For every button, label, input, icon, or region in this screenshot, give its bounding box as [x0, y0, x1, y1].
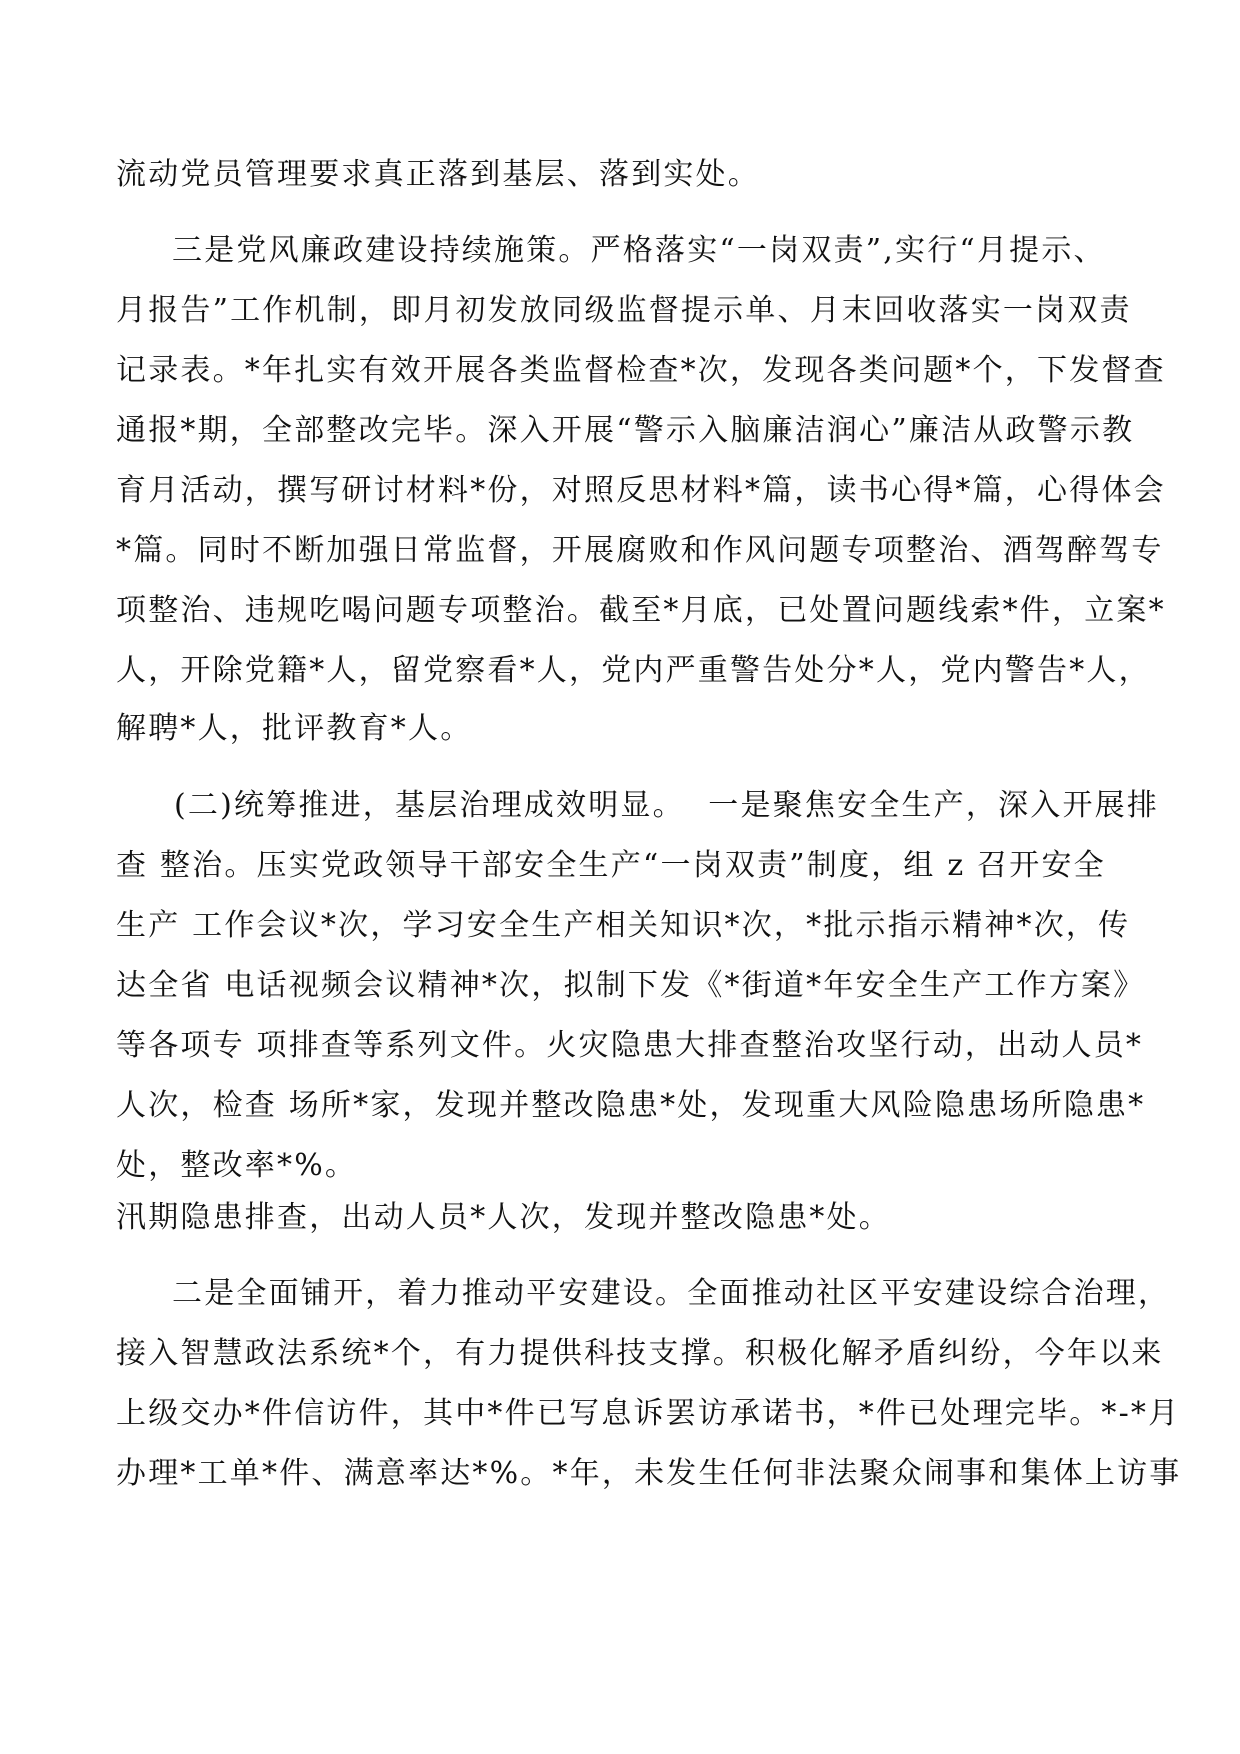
text-line-20: 接入智慧政法系统*个，有力提供科技支撑。积极化解矛盾纠纷，今年以来 — [116, 1336, 1164, 1371]
section-heading-line: (二)统筹推进，基层治理成效明显。 一是聚焦安全生产，深入开展排 — [174, 788, 1160, 823]
text-line-5: 通报*期，全部整改完毕。深入开展“警示入脑廉洁润心”廉洁从政警示教 — [116, 413, 1135, 448]
text-line-18: 汛期隐患排查，出动人员*人次，发现并整改隐患*处。 — [116, 1200, 891, 1235]
text-line-12: 查 整治。压实党政领导干部安全生产“一岗双责”制度，组 z 召开安全 — [116, 848, 1106, 883]
text-line-13: 生产 工作会议*次，学习安全生产相关知识*次，*批示指示精神*次，传 — [116, 908, 1131, 943]
text-line-16: 人次，检查 场所*家，发现并整改隐患*处，发现重大风险隐患场所隐患* — [116, 1088, 1146, 1123]
text-line-10: 解聘*人，批评教育*人。 — [116, 711, 473, 746]
text-line-1: 流动党员管理要求真正落到基层、落到实处。 — [116, 157, 760, 192]
text-line-22: 办理*工单*件、满意率达*%。*年，未发生任何非法聚众闹事和集体上访事 — [116, 1456, 1182, 1491]
text-line-15: 等各项专 项排查等系列文件。火灾隐患大排查整治攻坚行动，出动人员* — [116, 1028, 1144, 1063]
text-line-4: 记录表。*年扎实有效开展各类监督检查*次，发现各类问题*个，下发督查 — [116, 353, 1166, 388]
text-line-2: 三是党风廉政建设持续施策。严格落实“一岗双责”,实行“月提示、 — [172, 233, 1106, 268]
text-line-19: 二是全面铺开，着力推动平安建设。全面推动社区平安建设综合治理， — [172, 1276, 1171, 1311]
text-line-21: 上级交办*件信访件，其中*件已写息诉罢访承诺书，*件已处理完毕。*-*月 — [116, 1396, 1181, 1431]
text-line-9: 人，开除党籍*人，留党察看*人，党内严重警告处分*人，党内警告*人， — [116, 653, 1151, 688]
text-line-14: 达全省 电话视频会议精神*次，拟制下发《*街道*年安全生产工作方案》 — [116, 968, 1146, 1003]
text-line-7: *篇。同时不断加强日常监督，开展腐败和作风问题专项整治、酒驾醉驾专 — [116, 533, 1164, 568]
text-line-6: 育月活动，撰写研讨材料*份，对照反思材料*篇，读书心得*篇，心得体会 — [116, 473, 1166, 508]
text-line-8: 项整治、违规吃喝问题专项整治。截至*月底，已处置问题线索*件，立案* — [116, 593, 1166, 628]
text-line-17: 处，整改率*%。 — [116, 1148, 358, 1183]
text-line-3: 月报告”工作机制，即月初发放同级监督提示单、月末回收落实一岗双责 — [116, 293, 1132, 328]
